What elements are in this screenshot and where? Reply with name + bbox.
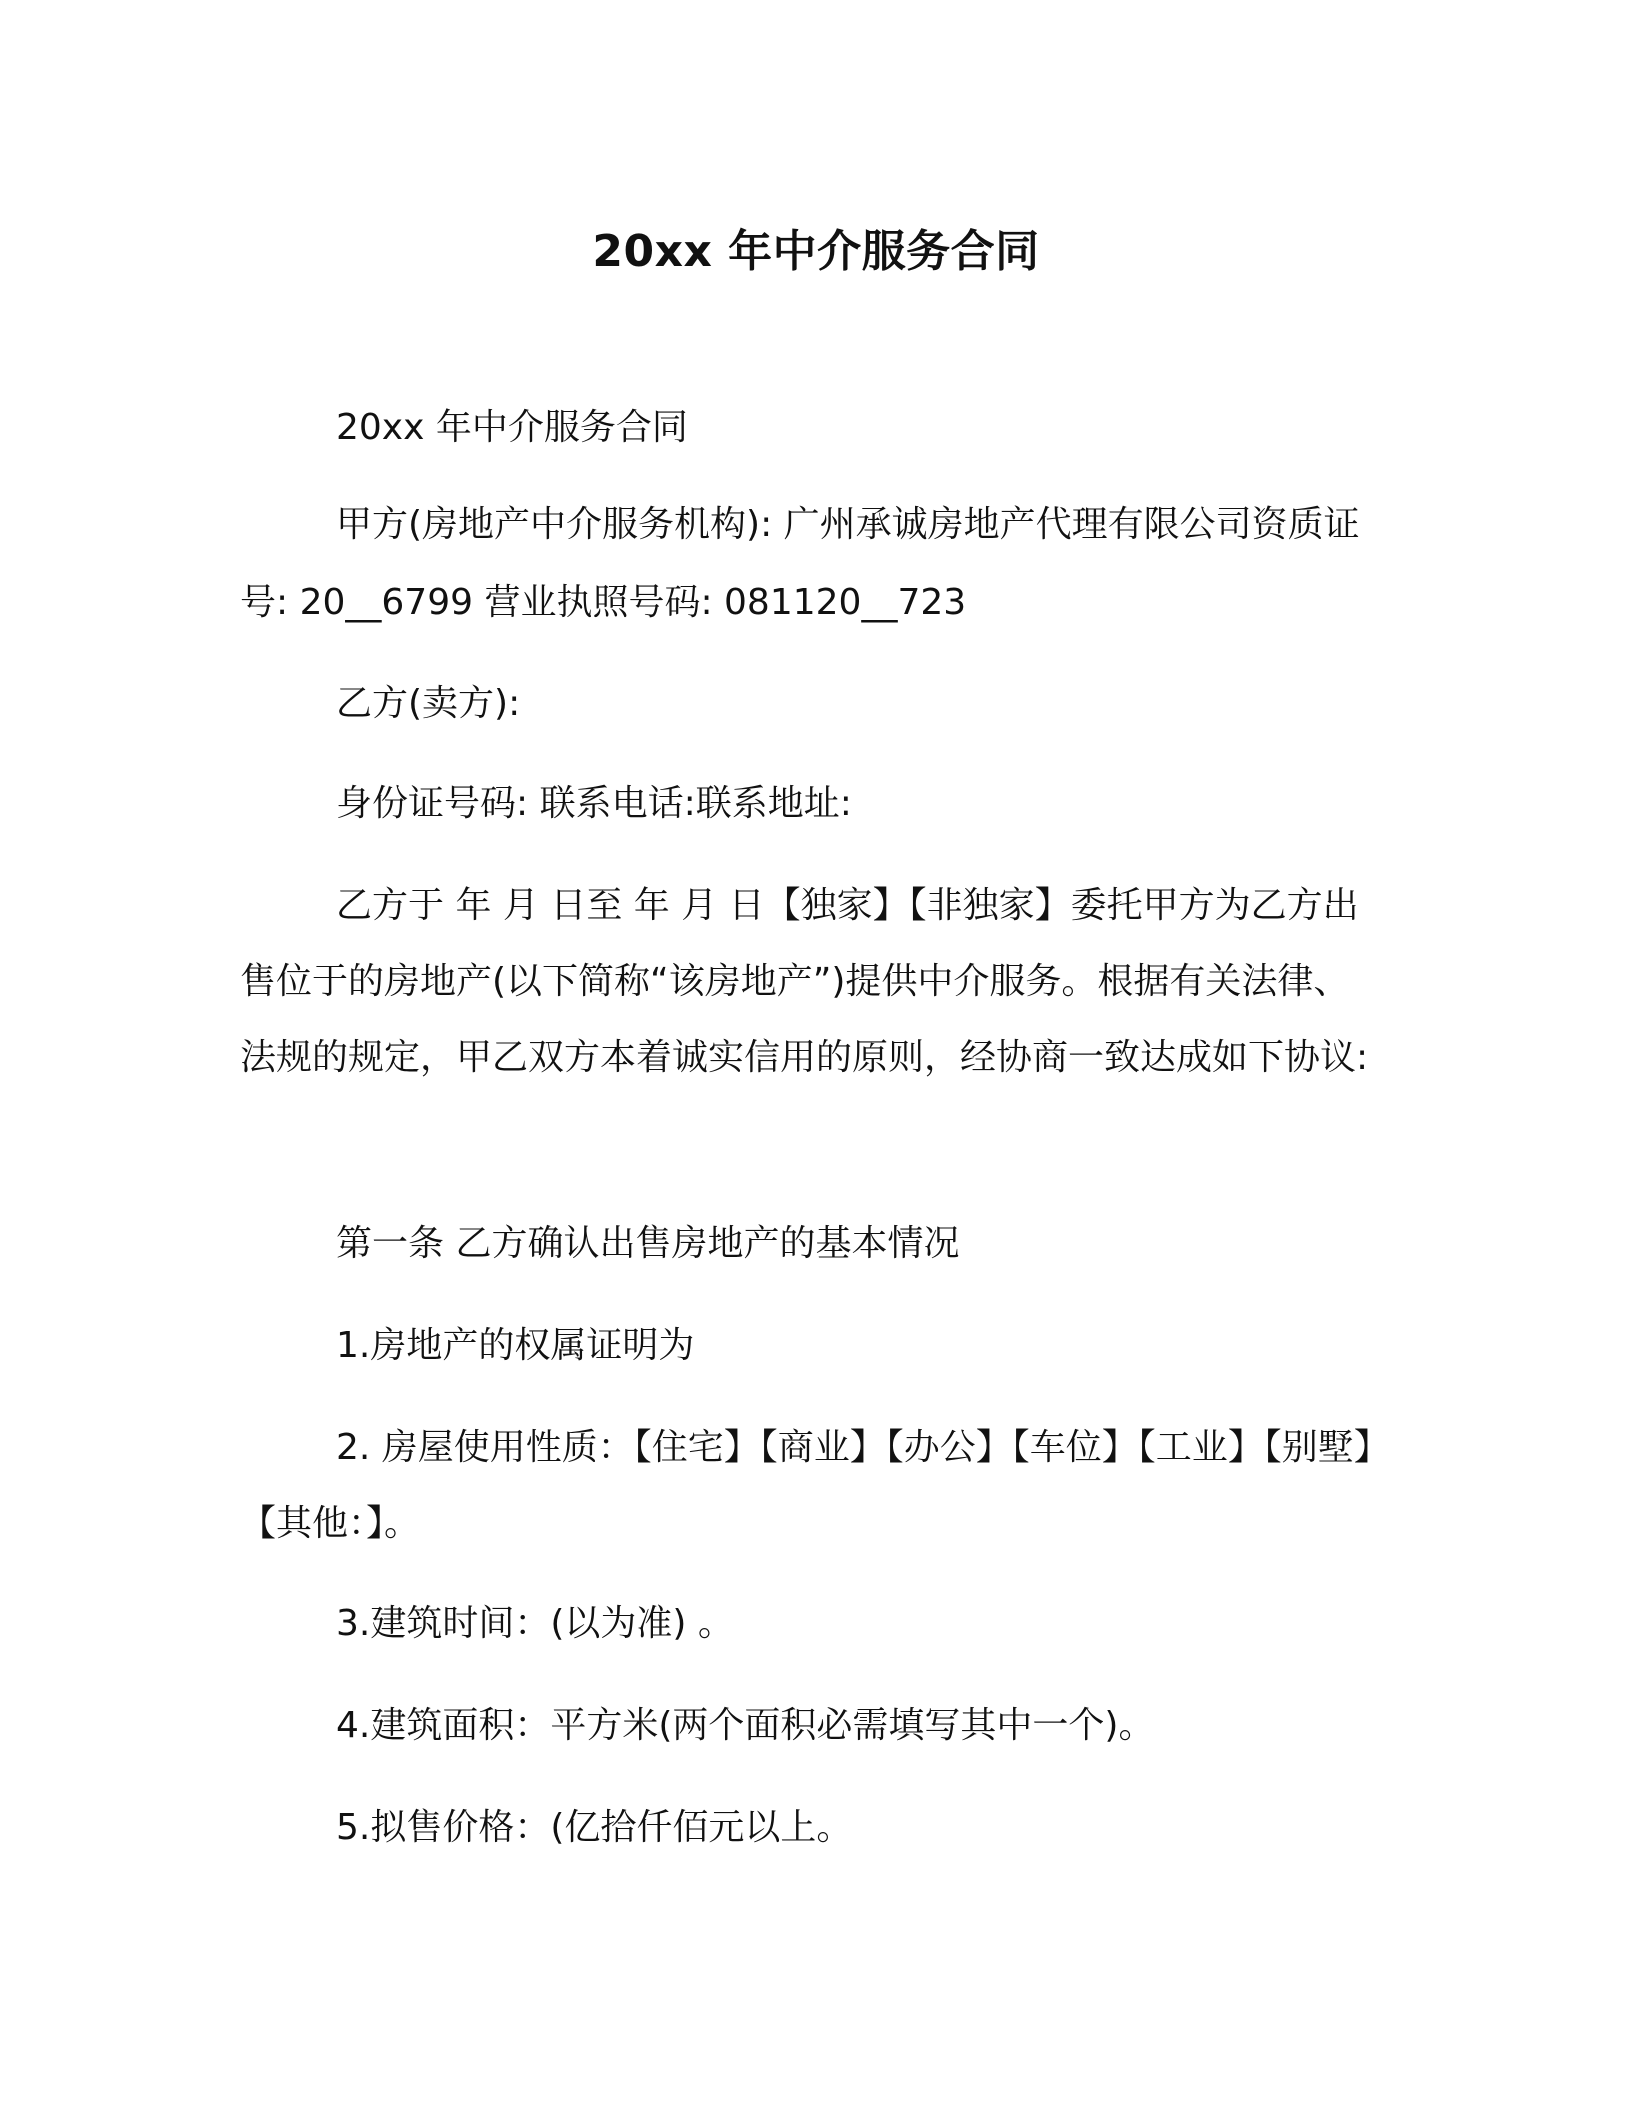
paragraph-id-contact: 身份证号码: 联系电话:联系地址: bbox=[336, 783, 852, 824]
paragraph-item-3: 3.建筑时间：(以为准) 。 bbox=[336, 1603, 734, 1644]
paragraph-item-2: 2. 房屋使用性质：【住宅】【商业】【办公】【车位】【工业】【别墅】【其他：】。 bbox=[240, 1427, 1372, 1544]
paragraph-item-1: 1.房地产的权属证明为 bbox=[336, 1325, 695, 1366]
paragraph-entrustment: 乙方于 年 月 日至 年 月 日【独家】【非独家】委托甲方为乙方出售位于的房地产(以下简称“该房地产”)提供中介服务。根据有关法律、法规的规定，甲乙双方本着诚实信用的原则，经协商一致达成如下协议: bbox=[240, 885, 1369, 1078]
paragraph-article-1: 第一条 乙方确认出售房地产的基本情况 bbox=[336, 1223, 960, 1264]
paragraph-party-b: 乙方(卖方): bbox=[336, 683, 521, 724]
paragraph-party-a: 甲方(房地产中介服务机构): 广州承诚房地产代理有限公司资质证号: 20__6799 营业执照号码: 081120__723 bbox=[240, 504, 1360, 623]
paragraph-item-5: 5.拟售价格：(亿拾仟佰元以上。 bbox=[336, 1807, 853, 1848]
document-title: 20xx 年中介服务合同 bbox=[592, 226, 1040, 277]
paragraph-heading: 20xx 年中介服务合同 bbox=[336, 407, 688, 448]
paragraph-item-4: 4.建筑面积：平方米(两个面积必需填写其中一个)。 bbox=[336, 1705, 1155, 1746]
